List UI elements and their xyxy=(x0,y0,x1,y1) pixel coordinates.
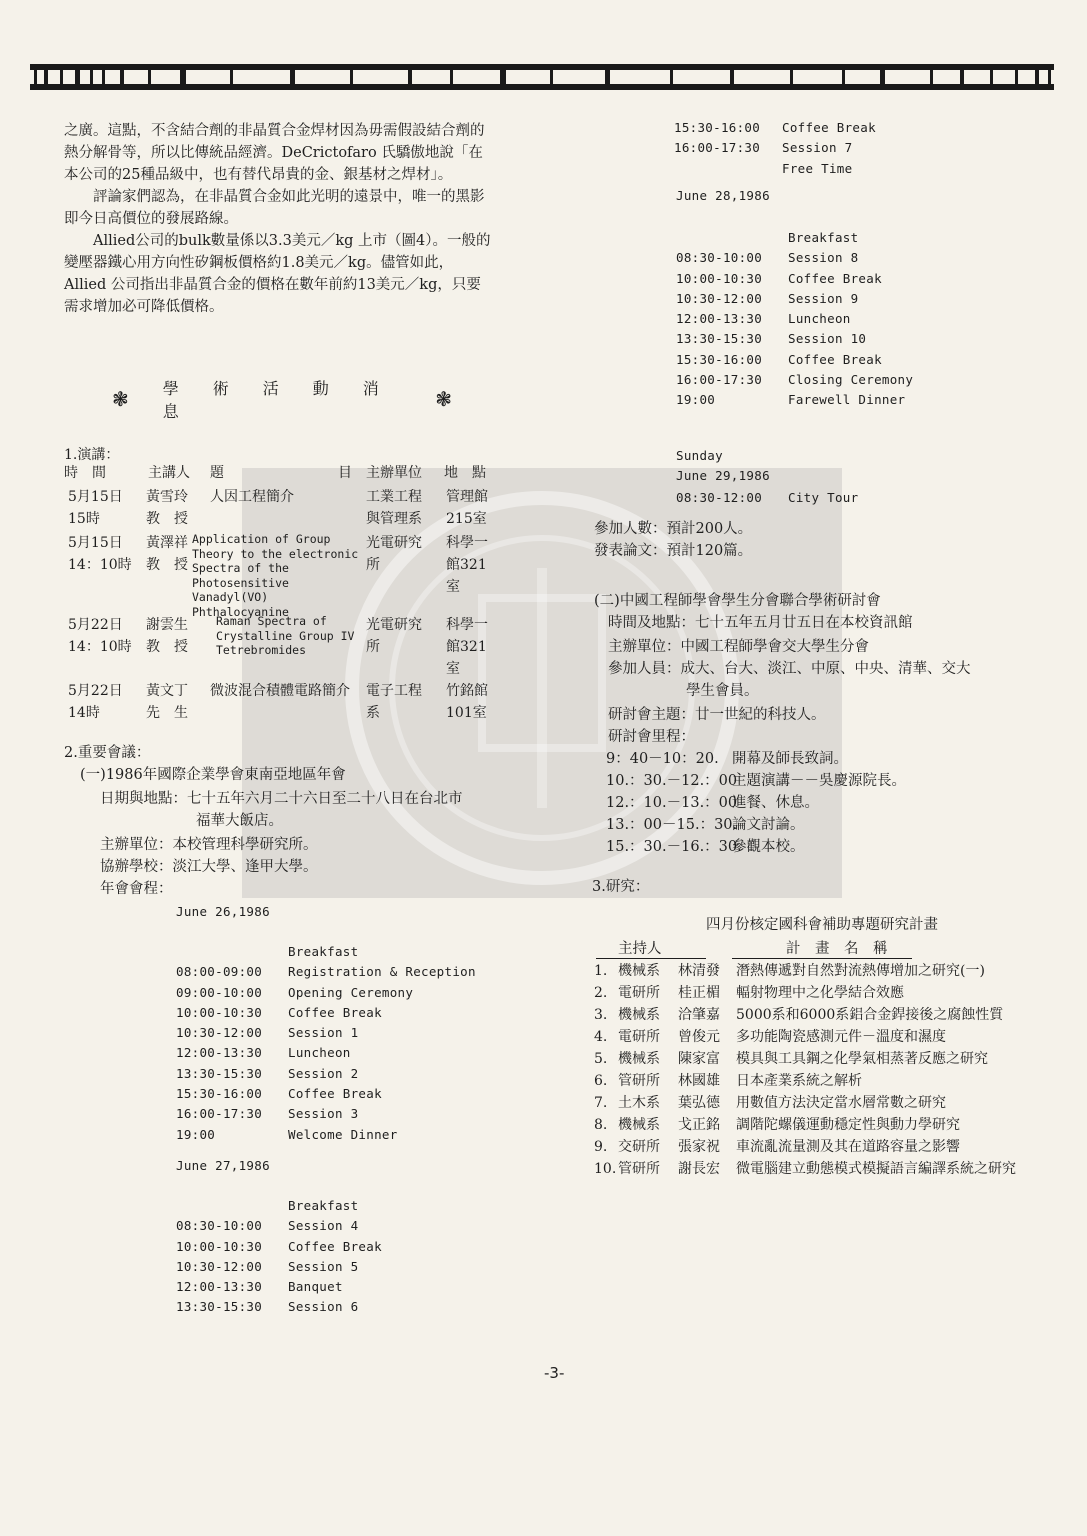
schedule-item xyxy=(176,1125,506,1145)
lecture-speaker: 黃雪玲 xyxy=(146,489,188,505)
row-dept: 土木系 xyxy=(618,1095,660,1111)
schedule-event: Coffee Break xyxy=(788,351,882,367)
row-title: 潛熱傳遞對自然對流熱傳增加之研究(一) xyxy=(736,963,985,979)
program-item xyxy=(606,814,1026,836)
table-row xyxy=(594,1092,1030,1114)
schedule-item xyxy=(674,138,1004,158)
program-item xyxy=(606,770,1026,792)
conference-1-schedule-label: 年會會程： xyxy=(100,881,173,897)
papers-count: 發表論文：預計120篇。 xyxy=(594,543,753,559)
schedule-event: Session 1 xyxy=(288,1025,359,1041)
schedule-event: Coffee Break xyxy=(288,1238,382,1254)
schedule-item xyxy=(676,228,1016,248)
schedule-time: 19:00 xyxy=(176,1126,216,1142)
schedule-time: 10:30-12:00 xyxy=(176,1258,263,1274)
schedule-time: 16:00-17:30 xyxy=(676,372,763,388)
schedule-item xyxy=(676,289,1016,309)
col-speaker: 主講人 xyxy=(148,465,190,481)
schedule-item xyxy=(676,350,1016,370)
conference-1-co-host: 協辦學校：淡江大學、逢甲大學。 xyxy=(100,859,318,875)
attendance: 參加人數：預計200人。 xyxy=(594,521,753,537)
schedule-time: 10:30-12:00 xyxy=(176,1025,263,1041)
lecture-speaker: 黃文丁 xyxy=(146,683,188,699)
schedule-item xyxy=(674,118,1004,138)
program-time: 13.：00－15.：30. xyxy=(606,817,738,833)
row-dept: 機械系 xyxy=(618,963,660,979)
schedule-event: Coffee Break xyxy=(788,270,882,286)
row-pi: 謝長宏 xyxy=(678,1161,720,1177)
program-text: 參觀本校。 xyxy=(732,839,805,855)
schedule-item xyxy=(676,329,1016,349)
lecture-speaker-title: 教 授 xyxy=(146,557,188,573)
lectures-heading: 1.演講： xyxy=(64,447,120,463)
lecture-host: 光電研究所 xyxy=(366,535,422,573)
row-pi: 曾俊元 xyxy=(678,1029,720,1045)
schedule-event: Session 7 xyxy=(782,140,853,156)
row-title: 用數值方法決定當水層常數之研究 xyxy=(736,1095,946,1111)
schedule-event: Coffee Break xyxy=(288,1004,382,1020)
row-dept: 電研所 xyxy=(618,1029,660,1045)
schedule-time: 15:30-16:00 xyxy=(676,351,763,367)
conferences-heading: 2.重要會議： xyxy=(64,745,151,761)
lecture-date: 5月22日 xyxy=(68,683,123,699)
table-row xyxy=(594,1026,1030,1048)
schedule-day-2-part-2 xyxy=(674,118,1004,179)
conference-1-title: (一)1986年國際企業學會東南亞地區年會 xyxy=(80,767,346,783)
schedule-day-2-part-1 xyxy=(176,1196,506,1318)
lecture-date: 5月22日 xyxy=(68,617,123,633)
schedule-event: Luncheon xyxy=(788,311,851,327)
row-pi: 洽肇嘉 xyxy=(678,1007,720,1023)
schedule-item xyxy=(176,1003,506,1023)
lecture-row xyxy=(64,680,494,724)
program-item xyxy=(606,836,1026,858)
table-row xyxy=(594,1158,1030,1180)
schedule-event: Session 9 xyxy=(788,290,859,306)
schedule-time: 12:00-13:30 xyxy=(176,1045,263,1061)
research-table xyxy=(594,960,1030,1180)
schedule-item xyxy=(676,370,1016,390)
col-topic-2: 目 xyxy=(338,465,352,481)
schedule-date: June 28,1986 xyxy=(676,188,770,203)
research-subtitle: 四月份核定國科會補助專題研究計畫 xyxy=(706,917,938,933)
schedule-item xyxy=(176,1196,506,1216)
row-pi: 林國雄 xyxy=(678,1073,720,1089)
research-header-rule xyxy=(596,958,706,959)
schedule-event: Free Time xyxy=(782,160,853,176)
section-title: 學術活動消息 xyxy=(162,379,413,421)
intro-paragraph-2: 評論家們認為，在非晶質合金如此光明的遠景中，唯一的黑影即今日高價位的發展路線。 xyxy=(64,189,485,227)
row-title: 日本產業系統之解析 xyxy=(736,1073,862,1089)
schedule-item xyxy=(176,1297,506,1317)
row-no: 9. xyxy=(594,1139,608,1155)
row-title: 多功能陶瓷感測元件－溫度和濕度 xyxy=(736,1029,946,1045)
conference-2-time-place: 時間及地點：七十五年五月廿五日在本校資訊館 xyxy=(608,615,913,631)
table-row xyxy=(594,982,1030,1004)
ornament-right-icon: ❃ xyxy=(435,387,452,411)
schedule-event: Session 10 xyxy=(788,331,867,347)
schedule-time: 19:00 xyxy=(676,392,716,408)
row-title: 車流亂流量測及其在道路容量之影響 xyxy=(736,1139,960,1155)
schedule-item xyxy=(176,983,506,1003)
schedule-event: Breakfast xyxy=(288,944,359,959)
schedule-date: June 29,1986 xyxy=(676,468,770,483)
research-header-rule xyxy=(732,958,912,959)
schedule-event: Session 4 xyxy=(288,1218,359,1234)
row-dept: 機械系 xyxy=(618,1051,660,1067)
lecture-row xyxy=(64,614,494,680)
schedule-time: 08:30-12:00 xyxy=(676,490,763,505)
schedule-time: 10:30-12:00 xyxy=(676,290,763,306)
schedule-event: Banquet xyxy=(288,1279,343,1295)
lecture-topic: Raman Spectra of Crystalline Group IV Tetrebromides xyxy=(216,614,355,657)
schedule-event: Registration & Reception xyxy=(288,964,476,980)
table-row xyxy=(594,1048,1030,1070)
row-no: 10. xyxy=(594,1161,617,1177)
program-time: 10.：30.－12.：00 xyxy=(606,773,738,789)
schedule-item xyxy=(176,1216,506,1236)
schedule-item xyxy=(176,1257,506,1277)
row-title: 輻射物理中之化學結合效應 xyxy=(736,985,904,1001)
intro-paragraph-1: 之廣。這點，不含結合劑的非晶質合金焊材因為毋需假設結合劑的熱分解骨等，所以比傳統品經濟。DeCrictofaro 氏驕傲地說「在本公司的25種品級中，也有替代昂貴的金、銀基材之焊材」。 xyxy=(64,123,485,183)
schedule-item xyxy=(676,488,858,508)
schedule-day-name: Sunday xyxy=(676,448,723,463)
table-row xyxy=(594,960,1030,982)
schedule-event: Session 3 xyxy=(288,1106,359,1122)
schedule-item xyxy=(176,962,506,982)
conference-2-program xyxy=(606,748,1026,858)
lecture-host: 工業工程與管理系 xyxy=(366,489,422,527)
schedule-time: 10:00-10:30 xyxy=(176,1004,263,1020)
lecture-place: 科學一館321室 xyxy=(446,535,488,595)
schedule-item xyxy=(674,159,1004,179)
lecture-row xyxy=(64,532,494,619)
lecture-topic: 微波混合積體電路簡介 xyxy=(210,683,350,699)
schedule-event: Breakfast xyxy=(788,230,859,245)
conference-2-participants: 參加人員：成大、台大、淡江、中原、中央、清華、交大 xyxy=(608,661,971,677)
schedule-time: 10:00-10:30 xyxy=(676,270,763,286)
schedule-item xyxy=(176,1277,506,1297)
row-dept: 電研所 xyxy=(618,985,660,1001)
schedule-event: City Tour xyxy=(788,490,859,505)
lecture-place: 管理館215室 xyxy=(446,489,488,527)
lecture-time: 14：10時 xyxy=(68,557,132,573)
schedule-item xyxy=(176,1023,506,1043)
table-row xyxy=(594,1004,1030,1026)
schedule-event: Closing Ceremony xyxy=(788,372,914,388)
lecture-place: 科學一館321室 xyxy=(446,617,488,677)
schedule-item xyxy=(176,1084,506,1104)
program-time: 15.：30.－16.：30. xyxy=(606,839,742,855)
program-text: 論文討論。 xyxy=(732,817,805,833)
conference-1-date-place xyxy=(100,788,463,810)
conference-1-date-place-2: 福華大飯店。 xyxy=(196,813,283,829)
row-dept: 管研所 xyxy=(618,1161,660,1177)
row-pi: 桂正楣 xyxy=(678,985,720,1001)
row-pi: 張家祝 xyxy=(678,1139,720,1155)
schedule-event: Session 2 xyxy=(288,1065,359,1081)
row-no: 3. xyxy=(594,1007,608,1023)
schedule-event: Session 5 xyxy=(288,1258,359,1274)
row-no: 1. xyxy=(594,963,608,979)
schedule-item xyxy=(176,942,506,962)
schedule-time: 12:00-13:30 xyxy=(676,311,763,327)
table-row xyxy=(594,1114,1030,1136)
col-topic-1: 題 xyxy=(210,465,224,481)
schedule-time: 16:00-17:30 xyxy=(674,140,761,156)
program-time: 9：40－10：20. xyxy=(606,751,719,767)
schedule-time: 15:30-16:00 xyxy=(176,1086,263,1102)
conference-2-program-label: 研討會里程： xyxy=(608,729,695,745)
lecture-date: 5月15日 xyxy=(68,489,123,505)
schedule-day-1 xyxy=(176,942,506,1145)
conference-2-theme: 研討會主題：廿一世紀的科技人。 xyxy=(608,707,826,723)
schedule-date: June 27,1986 xyxy=(176,1158,270,1173)
intro-paragraph-3: Allied公司的bulk數量係以3.3美元／kg 上市（圖4）。一般的變壓器鐵心用方向性矽鋼板價格約1.8美元／kg。儘管如此，Allied 公司指出非晶質合金的價格在數年前約13美元／kg，只要需求增加必可降低價格。 xyxy=(64,233,491,315)
row-title: 調階陀螺儀運動穩定性與動力學研究 xyxy=(736,1117,960,1133)
conference-1-host: 主辦單位：本校管理科學研究所。 xyxy=(100,837,318,853)
lecture-speaker-title: 教 授 xyxy=(146,639,188,655)
lecture-time: 14時 xyxy=(68,705,100,721)
ornament-left-icon: ❃ xyxy=(112,387,129,411)
row-title: 5000系和6000系鋁合金銲接後之腐蝕性質 xyxy=(736,1007,1004,1023)
lecture-time: 15時 xyxy=(68,511,100,527)
research-heading: 3.研究： xyxy=(592,879,650,895)
schedule-item xyxy=(676,309,1016,329)
schedule-time: 15:30-16:00 xyxy=(674,120,761,135)
header-ornament-bar xyxy=(30,62,1054,92)
page-number: -3- xyxy=(544,1364,565,1382)
schedule-item xyxy=(176,1237,506,1257)
row-no: 2. xyxy=(594,985,608,1001)
research-col-pi: 主持人 xyxy=(618,941,662,957)
schedule-event: Session 8 xyxy=(788,250,859,266)
lecture-speaker: 謝雲生 xyxy=(146,617,188,633)
lecture-row xyxy=(64,486,494,530)
lecture-speaker-title: 先 生 xyxy=(146,705,188,721)
schedule-item xyxy=(676,390,1016,410)
schedule-time: 08:30-10:00 xyxy=(676,250,763,266)
row-no: 6. xyxy=(594,1073,608,1089)
row-pi: 葉弘德 xyxy=(678,1095,720,1111)
schedule-time: 08:30-10:00 xyxy=(176,1218,263,1234)
table-row xyxy=(594,1136,1030,1158)
row-title: 微電腦建立動態模式模擬語言編譯系統之研究 xyxy=(736,1161,1016,1177)
col-time: 時 間 xyxy=(64,465,106,481)
date-place-value: 七十五年六月二十六日至二十八日在台北市 xyxy=(187,791,463,807)
schedule-item xyxy=(176,1064,506,1084)
lecture-speaker: 黃澤祥 xyxy=(146,535,188,551)
schedule-event: Welcome Dinner xyxy=(288,1126,398,1142)
schedule-event: Breakfast xyxy=(288,1198,359,1213)
schedule-time: 09:00-10:00 xyxy=(176,984,263,1000)
program-text: 開幕及師長致詞。 xyxy=(732,751,848,767)
col-place: 地 點 xyxy=(444,465,486,481)
schedule-event: Luncheon xyxy=(288,1045,351,1061)
schedule-item xyxy=(676,248,1016,268)
lecture-topic: 人因工程簡介 xyxy=(210,489,294,505)
program-text: 進餐、休息。 xyxy=(732,795,819,811)
lecture-speaker-title: 教 授 xyxy=(146,511,188,527)
row-pi: 戈正銘 xyxy=(678,1117,720,1133)
schedule-event: Farewell Dinner xyxy=(788,392,906,408)
row-no: 8. xyxy=(594,1117,608,1133)
row-dept: 交研所 xyxy=(618,1139,660,1155)
schedule-event: Coffee Break xyxy=(782,120,876,135)
schedule-day-3 xyxy=(676,228,1016,411)
schedule-time: 13:30-15:30 xyxy=(176,1065,263,1081)
schedule-time: 08:00-09:00 xyxy=(176,964,263,980)
program-text: 主題演講－－吳慶源院長。 xyxy=(732,773,906,789)
schedule-item xyxy=(176,1104,506,1124)
schedule-time: 12:00-13:30 xyxy=(176,1279,263,1295)
program-time: 12.：10.－13.：00 xyxy=(606,795,738,811)
schedule-event: Coffee Break xyxy=(288,1086,382,1102)
schedule-event: Session 6 xyxy=(288,1299,359,1315)
conference-2-title: (二)中國工程師學會學生分會聯合學術研討會 xyxy=(594,593,881,609)
schedule-item xyxy=(676,269,1016,289)
row-no: 5. xyxy=(594,1051,608,1067)
col-host: 主辦單位 xyxy=(366,465,422,481)
row-title: 模具與工具鋼之化學氣相蒸著反應之研究 xyxy=(736,1051,988,1067)
program-item xyxy=(606,748,1026,770)
lecture-date: 5月15日 xyxy=(68,535,123,551)
row-pi: 陳家富 xyxy=(678,1051,720,1067)
date-place-label: 日期與地點： xyxy=(100,791,187,807)
row-no: 7. xyxy=(594,1095,608,1111)
row-pi: 林清發 xyxy=(678,963,720,979)
program-item xyxy=(606,792,1026,814)
row-dept: 機械系 xyxy=(618,1117,660,1133)
conference-2-participants-2: 學生會員。 xyxy=(686,683,759,699)
lectures-header-row xyxy=(64,462,494,484)
schedule-event: Opening Ceremony xyxy=(288,984,414,1000)
lecture-host: 光電研究所 xyxy=(366,617,422,655)
schedule-time: 13:30-15:30 xyxy=(176,1299,263,1315)
schedule-item xyxy=(176,1043,506,1063)
row-no: 4. xyxy=(594,1029,608,1045)
schedule-time: 13:30-15:30 xyxy=(676,331,763,347)
schedule-date: June 26,1986 xyxy=(176,904,270,919)
conference-2-host: 主辦單位：中國工程師學會交大學生分會 xyxy=(608,639,869,655)
row-dept: 機械系 xyxy=(618,1007,660,1023)
lecture-host: 電子工程系 xyxy=(366,683,422,721)
schedule-time: 16:00-17:30 xyxy=(176,1106,263,1122)
lecture-topic: Application of Group Theory to the electronic Spectra of the Photosensitive Vanadyl(VO) Phthalocyanine xyxy=(192,532,359,619)
lecture-time: 14：10時 xyxy=(68,639,132,655)
research-col-title: 計 畫 名 稱 xyxy=(786,941,888,957)
lecture-place: 竹銘館101室 xyxy=(446,683,488,721)
table-row xyxy=(594,1070,1030,1092)
row-dept: 管研所 xyxy=(618,1073,660,1089)
schedule-time: 10:00-10:30 xyxy=(176,1238,263,1254)
